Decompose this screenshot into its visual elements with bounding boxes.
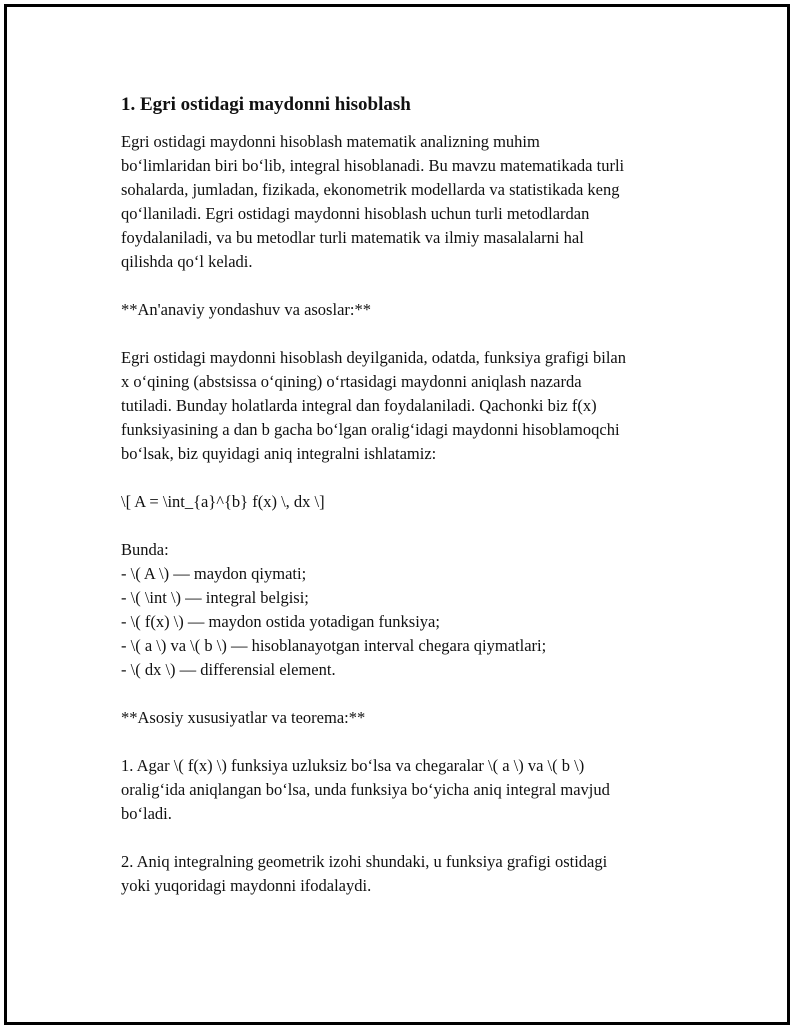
text-line: bo‘lsak, biz quyidagi aniq integralni ishlatamiz: — [121, 444, 437, 463]
text-line: oralig‘ida aniqlangan bo‘lsa, unda funksiya bo‘yicha aniq integral mavjud — [121, 780, 610, 799]
text-line: **An'anaviy yondashuv va asoslar:** — [121, 300, 371, 319]
text-line: qilishda qo‘l keladi. — [121, 252, 253, 271]
text-line: 2. Aniq integralning geometrik izohi shundaki, u funksiya grafigi ostidagi — [121, 852, 608, 871]
document-page — [4, 4, 790, 1025]
definitions-list — [121, 538, 697, 682]
property-1-paragraph — [121, 754, 697, 826]
text-line: foydalaniladi, va bu metodlar turli matematik va ilmiy masalalarni hal — [121, 228, 584, 247]
list-item: - \( \int \) — integral belgisi; — [121, 588, 309, 607]
list-item: - \( A \) — maydon qiymati; — [121, 564, 307, 583]
formula-line — [121, 490, 697, 514]
section-heading-properties — [121, 706, 697, 730]
text-line: Bunda: — [121, 540, 169, 559]
text-line: Egri ostidagi maydonni hisoblash deyilganida, odatda, funksiya grafigi bilan — [121, 348, 626, 367]
text-line: **Asosiy xususiyatlar va teorema:** — [121, 708, 366, 727]
text-line: bo‘limlaridan biri bo‘lib, integral hisoblanadi. Bu mavzu matematikada turli — [121, 156, 625, 175]
text-line: funksiyasining a dan b gacha bo‘lgan oralig‘idagi maydonni hisoblamoqchi — [121, 420, 620, 439]
text-line: yoki yuqoridagi maydonni ifodalaydi. — [121, 876, 372, 895]
approach-paragraph — [121, 346, 697, 466]
document-title: 1. Egri ostidagi maydonni hisoblash — [121, 94, 411, 115]
intro-paragraph — [121, 130, 697, 274]
text-line: bo‘ladi. — [121, 804, 172, 823]
text-line: tutiladi. Bunday holatlarda integral dan foydalaniladi. Qachonki biz f(x) — [121, 396, 597, 415]
text-line: Egri ostidagi maydonni hisoblash matematik analizning muhim — [121, 132, 540, 151]
text-line: \[ A = \int_{a}^{b} f(x) \, dx \] — [121, 492, 325, 511]
property-2-paragraph — [121, 850, 697, 898]
text-line: sohalarda, jumladan, fizikada, ekonometrik modellarda va statistikada keng — [121, 180, 620, 199]
list-item: - \( f(x) \) — maydon ostida yotadigan funksiya; — [121, 612, 440, 631]
list-item: - \( dx \) — differensial element. — [121, 660, 336, 679]
section-heading-approach — [121, 298, 697, 322]
list-item: - \( a \) va \( b \) — hisoblanayotgan interval chegara qiymatlari; — [121, 636, 547, 655]
text-line: qo‘llaniladi. Egri ostidagi maydonni hisoblash uchun turli metodlardan — [121, 204, 590, 223]
text-line: 1. Agar \( f(x) \) funksiya uzluksiz bo‘lsa va chegaralar \( a \) va \( b \) — [121, 756, 585, 775]
text-line: x o‘qining (abstsissa o‘qining) o‘rtasidagi maydonni aniqlash nazarda — [121, 372, 582, 391]
